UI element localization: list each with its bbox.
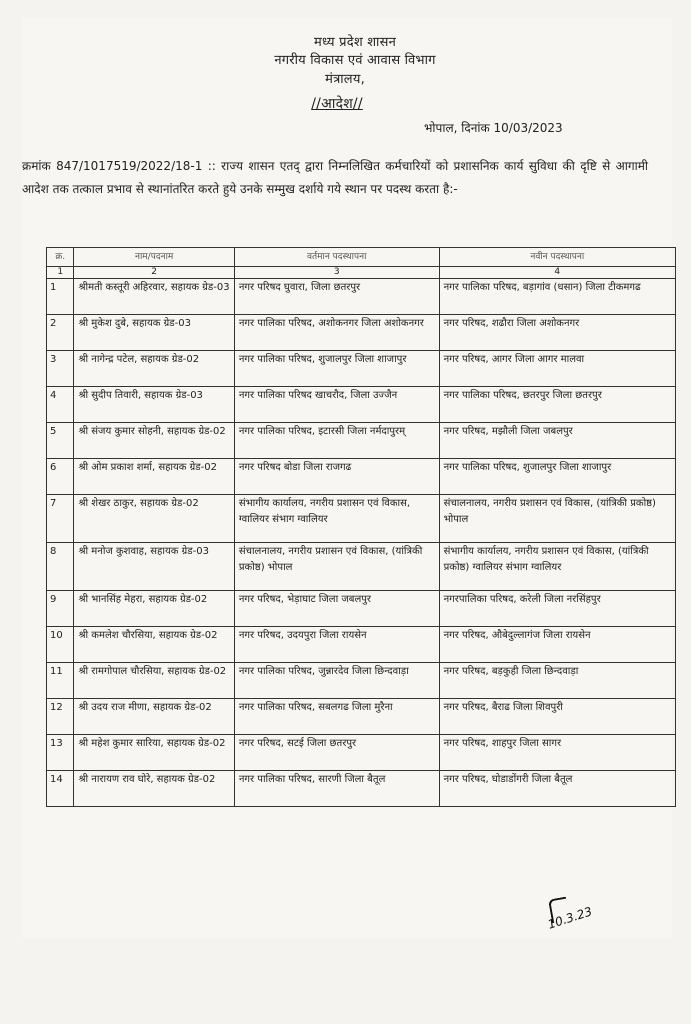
current-posting-cell: नगर परिषद, उदयपुरा जिला रायसेन	[234, 627, 439, 663]
new-posting-cell: नगर पालिका परिषद, बड़ागांव (धसान) जिला टीकमगढ	[439, 279, 675, 315]
new-posting-cell: नगर परिषद, आगर जिला आगर मालवा	[439, 351, 675, 387]
name-cell: श्रीमती कस्तूरी अहिरवार, सहायक ग्रेड-03	[74, 279, 234, 315]
name-cell: श्री शेखर ठाकुर, सहायक ग्रेड-02	[74, 495, 234, 543]
serial-cell: 5	[47, 423, 74, 459]
serial-cell: 2	[47, 315, 74, 351]
serial-cell: 7	[47, 495, 74, 543]
current-posting-cell: नगर पालिका परिषद, अशोकनगर जिला अशोकनगर	[234, 315, 439, 351]
header-serial: क्र.	[47, 248, 74, 267]
serial-cell: 13	[47, 735, 74, 771]
current-posting-cell: नगर पालिका परिषद, शुजालपुर जिला शाजापुर	[234, 351, 439, 387]
header-name: नाम/पदनाम	[74, 248, 234, 267]
table-row	[47, 387, 676, 423]
header-ministry: मंत्रालय,	[325, 72, 365, 87]
header-government: मध्य प्रदेश शासन	[313, 35, 397, 50]
serial-cell: 3	[47, 351, 74, 387]
serial-cell: 6	[47, 459, 74, 495]
serial-cell: 8	[47, 543, 74, 591]
new-posting-cell: नगर परिषद, शढौरा जिला अशोकनगर	[439, 315, 675, 351]
new-posting-cell: नगर परिषद, घोडाडोंगरी जिला बैतूल	[439, 771, 675, 807]
new-posting-cell: नगर पालिका परिषद, शुजालपुर जिला शाजापुर	[439, 459, 675, 495]
current-posting-cell: नगर पालिका परिषद, इटारसी जिला नर्मदापुरम्	[234, 423, 439, 459]
header-new-posting: नवीन पदस्थापना	[439, 248, 675, 267]
current-posting-cell: नगर पालिका परिषद, जुन्नारदेव जिला छिन्दवाड़ा	[234, 663, 439, 699]
new-posting-cell: नगर परिषद, मझौली जिला जबलपुर	[439, 423, 675, 459]
table-row	[47, 663, 676, 699]
current-posting-cell: नगर परिषद, सटई जिला छतरपुर	[234, 735, 439, 771]
serial-cell: 14	[47, 771, 74, 807]
name-cell: श्री मनोज कुशवाह, सहायक ग्रेड-03	[74, 543, 234, 591]
current-posting-cell: संचालनालय, नगरीय प्रशासन एवं विकास, (यांत्रिकी प्रकोष्ठ) भोपाल	[234, 543, 439, 591]
table-row	[47, 735, 676, 771]
name-cell: श्री भानसिंह मेहरा, सहायक ग्रेड-02	[74, 591, 234, 627]
new-posting-cell: नगर परिषद, औबेदुल्लागंज जिला रायसेन	[439, 627, 675, 663]
current-posting-cell: संभागीय कार्यालय, नगरीय प्रशासन एवं विकास, ग्वालियर संभाग ग्वालियर	[234, 495, 439, 543]
serial-cell: 9	[47, 591, 74, 627]
name-cell: श्री नागेन्द्र पटेल, सहायक ग्रेड-02	[74, 351, 234, 387]
serial-cell: 1	[47, 279, 74, 315]
new-posting-cell: संभागीय कार्यालय, नगरीय प्रशासन एवं विकास, (यांत्रिकी प्रकोष्ठ) ग्वालियर संभाग ग्वालियर	[439, 543, 675, 591]
dateline: भोपाल, दिनांक 10/03/2023	[424, 121, 563, 135]
header-current-posting: वर्तमान पदस्थापना	[234, 248, 439, 267]
column-number: 1	[47, 267, 74, 279]
serial-cell: 10	[47, 627, 74, 663]
current-posting-cell: नगर पालिका परिषद, सारणी जिला बैतूल	[234, 771, 439, 807]
name-cell: श्री कमलेश चौरसिया, सहायक ग्रेड-02	[74, 627, 234, 663]
name-cell: श्री महेश कुमार सारिया, सहायक ग्रेड-02	[74, 735, 234, 771]
table-row	[47, 459, 676, 495]
current-posting-cell: नगर परिषद घुवारा, जिला छतरपुर	[234, 279, 439, 315]
new-posting-cell: नगरपालिका परिषद, करेली जिला नरसिंहपुर	[439, 591, 675, 627]
intro-paragraph: क्रमांक 847/1017519/2022/18-1 :: राज्य शासन एतद् द्वारा निम्नलिखित कर्मचारियों को प्रशासनिक कार्य सुविधा की दृष्टि से आगामी आदेश तक तत्काल प्रभाव से स्थानांतरित करते हुये उनके सम्मुख दर्शाये गये स्थान पर पदस्थ करता है:-	[22, 159, 648, 196]
new-posting-cell: नगर पालिका परिषद, छतरपुर जिला छतरपुर	[439, 387, 675, 423]
table-row	[47, 351, 676, 387]
current-posting-cell: नगर परिषद, भेड़ाघाट जिला जबलपुर	[234, 591, 439, 627]
current-posting-cell: नगर पालिका परिषद, सबलगढ जिला मुरैना	[234, 699, 439, 735]
column-number: 4	[439, 267, 675, 279]
serial-cell: 4	[47, 387, 74, 423]
current-posting-cell: नगर परिषद बोडा जिला राजगढ	[234, 459, 439, 495]
name-cell: श्री संजय कुमार सोहनी, सहायक ग्रेड-02	[74, 423, 234, 459]
table-row	[47, 279, 676, 315]
name-cell: श्री नारायण राव घोरे, सहायक ग्रेड-02	[74, 771, 234, 807]
name-cell: श्री उदय राज मीणा, सहायक ग्रेड-02	[74, 699, 234, 735]
table-header-row	[47, 248, 676, 267]
name-cell: श्री ओम प्रकाश शर्मा, सहायक ग्रेड-02	[74, 459, 234, 495]
table-row	[47, 699, 676, 735]
current-posting-cell: नगर पालिका परिषद खाचरौद, जिला उज्जैन	[234, 387, 439, 423]
table-row	[47, 423, 676, 459]
header-department: नगरीय विकास एवं आवास विभाग	[274, 53, 436, 68]
column-number: 3	[234, 267, 439, 279]
name-cell: श्री रामगोपाल चौरसिया, सहायक ग्रेड-02	[74, 663, 234, 699]
table-number-row	[47, 267, 676, 279]
document-page	[22, 18, 672, 938]
signature-date: 10.3.23	[545, 904, 594, 932]
column-number: 2	[74, 267, 234, 279]
table-row	[47, 627, 676, 663]
table-row	[47, 591, 676, 627]
new-posting-cell: नगर परिषद, बैराढ जिला शिवपुरी	[439, 699, 675, 735]
name-cell: श्री मुकेश दुबे, सहायक ग्रेड-03	[74, 315, 234, 351]
serial-cell: 12	[47, 699, 74, 735]
new-posting-cell: नगर परिषद, शाहपुर जिला सागर	[439, 735, 675, 771]
table-row	[47, 771, 676, 807]
transfer-table	[46, 247, 676, 807]
table-row	[47, 315, 676, 351]
name-cell: श्री सुदीप तिवारी, सहायक ग्रेड-03	[74, 387, 234, 423]
new-posting-cell: संचालनालय, नगरीय प्रशासन एवं विकास, (यांत्रिकी प्रकोष्ठ) भोपाल	[439, 495, 675, 543]
table-row	[47, 495, 676, 543]
serial-cell: 11	[47, 663, 74, 699]
order-title: //आदेश//	[311, 96, 363, 112]
new-posting-cell: नगर परिषद, बड़कुही जिला छिन्दवाड़ा	[439, 663, 675, 699]
table-row	[47, 543, 676, 591]
